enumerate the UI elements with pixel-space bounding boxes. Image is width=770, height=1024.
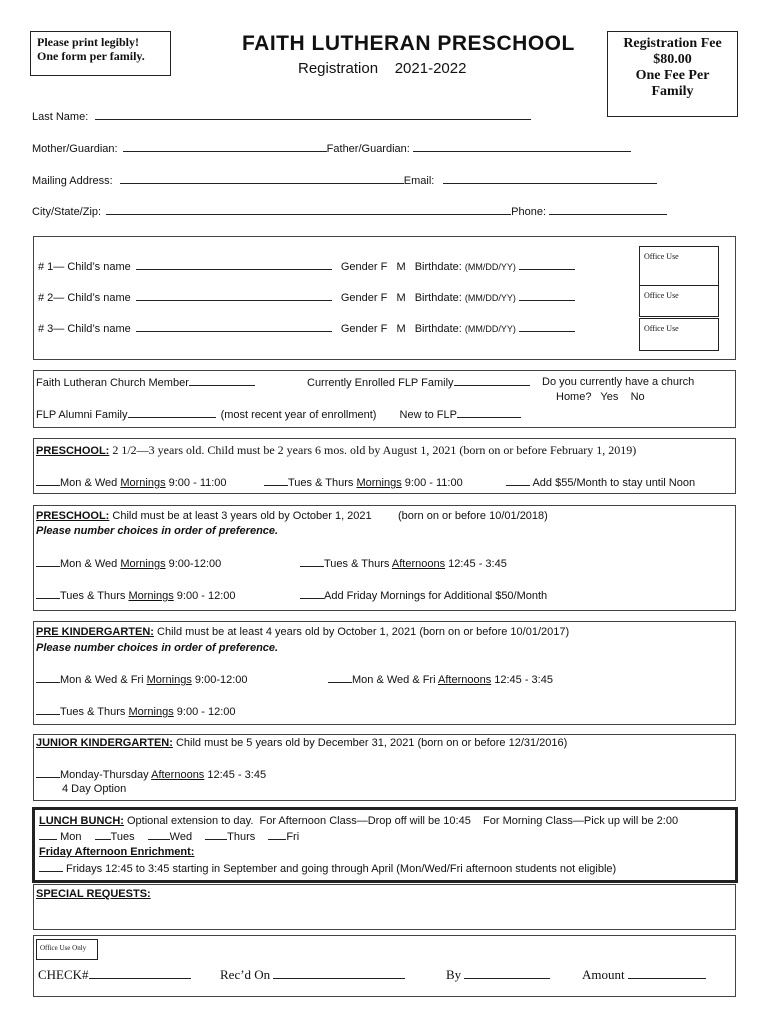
- preschool-3-note: Please number choices in order of preference.: [36, 525, 279, 537]
- option-text: Add Friday Mornings for Additional $50/Month: [324, 590, 548, 602]
- option-text: Mon & Wed & Fri: [60, 674, 147, 686]
- recd-field[interactable]: [273, 969, 405, 979]
- option-text: Mon & Wed: [60, 558, 121, 570]
- option-blank[interactable]: [506, 476, 530, 486]
- new-to-field[interactable]: [457, 408, 521, 418]
- phone-label: Phone:: [511, 206, 547, 218]
- prek-option-2[interactable]: [328, 673, 553, 686]
- preschool-3-born: (born on or before 10/01/2018): [398, 510, 548, 522]
- office-use-only-label: Office Use Only: [36, 939, 98, 960]
- child-3-row: [38, 322, 575, 335]
- option-time-of-day: Afternoons: [151, 769, 205, 781]
- amount-row: [582, 967, 706, 983]
- enrichment-heading: Friday Afternoon Enrichment:: [39, 846, 195, 858]
- option-text: Mon & Wed & Fri: [352, 674, 438, 686]
- option-blank[interactable]: [36, 476, 60, 486]
- amount-label: Amount: [582, 967, 625, 982]
- guardian-row: [32, 142, 631, 155]
- option-time-of-day: Afternoons: [391, 558, 446, 570]
- preschool-3-option-3[interactable]: [36, 589, 236, 602]
- prek-note: Please number choices in order of preference.: [36, 642, 279, 654]
- church-member-field[interactable]: [189, 376, 255, 386]
- option-time: 12:45 - 3:45: [445, 558, 507, 570]
- child-1-gender[interactable]: Gender F M: [340, 261, 406, 273]
- option-blank[interactable]: [300, 589, 324, 599]
- enrichment-desc: Fridays 12:45 to 3:45 starting in September and going through April (Mon/Wed/Fri afternoon students not eligible): [63, 863, 617, 875]
- office-use-box-1: Office Use: [639, 246, 719, 286]
- enrichment-blank[interactable]: [39, 862, 63, 872]
- option-text: Mon & Wed: [60, 477, 121, 489]
- option-text: Tues & Thurs: [324, 558, 392, 570]
- junior-k-desc: Child must be 5 years old by December 31, 2021 (born on or before 12/31/2016): [172, 737, 568, 749]
- preschool-2-5-option-1[interactable]: [36, 476, 227, 489]
- lunch-header: [39, 815, 678, 827]
- child-3-label: # 3— Child’s name: [38, 323, 131, 335]
- option-time-of-day: Afternoons: [438, 674, 492, 686]
- mailing-row: [32, 174, 657, 187]
- last-name-row: [32, 110, 531, 123]
- preschool-2-5-desc: 2 1/2—3 years old. Child must be 2 years 6 mos. old by August 1, 2021 (born on or before February 1, 2019): [109, 443, 637, 457]
- child-2-birthdate-field[interactable]: [519, 291, 575, 301]
- option-time: 9:00 - 12:00: [173, 590, 236, 602]
- child-2-birthdate-label: Birthdate:: [414, 292, 462, 304]
- preschool-3-option-1[interactable]: [36, 557, 221, 570]
- option-time-of-day: Mornings: [128, 590, 174, 602]
- preschool-3-header: [36, 510, 372, 522]
- last-name-label: Last Name:: [32, 111, 89, 123]
- fee-line1: Registration Fee: [623, 36, 722, 51]
- alumni-row: [36, 408, 521, 421]
- currently-enrolled-row: [307, 376, 530, 389]
- fee-line3: One Fee Per: [635, 68, 710, 83]
- recd-row: [220, 967, 405, 983]
- option-time-of-day: Mornings: [356, 477, 402, 489]
- junior-k-option-sub: 4 Day Option: [62, 783, 127, 795]
- fee-box: [607, 31, 738, 117]
- check-label: CHECK#: [38, 967, 89, 982]
- lunch-tues-label: Tues: [110, 831, 135, 843]
- lunch-mon-label: Mon: [60, 831, 82, 843]
- print-note-box: [30, 31, 171, 76]
- option-time: 9:00 - 12:00: [173, 706, 236, 718]
- option-time: 9:00 - 11:00: [165, 477, 227, 489]
- option-time-of-day: Mornings: [120, 558, 166, 570]
- option-text: Tues & Thurs: [288, 477, 357, 489]
- child-2-label: # 2— Child’s name: [38, 292, 131, 304]
- church-member-label: Faith Lutheran Church Member: [36, 377, 189, 389]
- option-time: 12:45 - 3:45: [491, 674, 553, 686]
- office-use-box-3: Office Use: [639, 318, 719, 351]
- email-label: Email:: [403, 175, 435, 187]
- option-time: 12:45 - 3:45: [204, 769, 267, 781]
- check-field[interactable]: [89, 969, 191, 979]
- option-blank[interactable]: [328, 673, 352, 683]
- lunch-mon-blank[interactable]: [39, 830, 57, 840]
- page-subtitle: Registration 2021-2022: [298, 60, 467, 77]
- option-blank[interactable]: [264, 476, 288, 486]
- lunch-wed-blank[interactable]: [148, 830, 170, 840]
- child-3-name-field[interactable]: [136, 322, 332, 332]
- mailing-label: Mailing Address:: [32, 175, 113, 187]
- junior-k-header: [36, 737, 567, 749]
- preschool-3-desc: Child must be at least 3 years old by October 1, 2021: [109, 510, 372, 522]
- option-time-of-day: Mornings: [120, 477, 166, 489]
- office-use-box-2: Office Use: [639, 285, 719, 317]
- option-text: Add $55/Month to stay until Noon: [530, 477, 696, 489]
- fee-amount: $80.00: [653, 52, 692, 67]
- option-time-of-day: Mornings: [146, 674, 192, 686]
- child-2-gender[interactable]: Gender F M: [340, 292, 406, 304]
- phone-field[interactable]: [549, 205, 667, 215]
- child-3-birthdate-label: Birthdate:: [414, 323, 462, 335]
- option-time: 9:00-12:00: [165, 558, 222, 570]
- child-1-birthdate-label: Birthdate:: [414, 261, 462, 273]
- child-3-birthdate-field[interactable]: [519, 322, 575, 332]
- child-2-row: [38, 291, 575, 304]
- option-blank[interactable]: [300, 557, 324, 567]
- prek-header: [36, 626, 569, 638]
- child-1-birthdate-field[interactable]: [519, 260, 575, 270]
- junior-k-option-1[interactable]: [36, 768, 266, 781]
- prek-heading: PRE KINDERGARTEN:: [36, 626, 154, 638]
- child-1-row: [38, 260, 575, 273]
- city-field[interactable]: [106, 205, 511, 215]
- email-field[interactable]: [443, 174, 657, 184]
- mother-field[interactable]: [123, 142, 327, 152]
- page-title: FAITH LUTHERAN PRESCHOOL: [242, 32, 575, 55]
- by-row: [446, 967, 550, 983]
- recd-label: Rec’d On: [220, 967, 271, 982]
- preschool-2-5-option-2[interactable]: [264, 476, 463, 489]
- lunch-fri-blank[interactable]: [268, 830, 286, 840]
- child-2-date-format: (MM/DD/YY): [464, 293, 516, 303]
- city-label: City/State/Zip:: [32, 206, 102, 218]
- preschool-3-option-4[interactable]: [300, 589, 547, 602]
- child-2-name-field[interactable]: [136, 291, 332, 301]
- father-label: Father/Guardian:: [326, 143, 410, 155]
- special-requests-heading: SPECIAL REQUESTS:: [36, 888, 151, 900]
- option-time: 9:00 - 11:00: [401, 477, 463, 489]
- option-blank[interactable]: [36, 589, 60, 599]
- child-3-gender[interactable]: Gender F M: [340, 323, 406, 335]
- child-1-label: # 1— Child’s name: [38, 261, 131, 273]
- mother-label: Mother/Guardian:: [32, 143, 118, 155]
- amount-field[interactable]: [628, 969, 706, 979]
- print-note-line1: Please print legibly!: [37, 35, 139, 49]
- mailing-field[interactable]: [120, 174, 404, 184]
- junior-k-heading: JUNIOR KINDERGARTEN:: [36, 737, 173, 749]
- new-to-label: New to FLP: [399, 409, 457, 421]
- father-field[interactable]: [413, 142, 631, 152]
- option-blank[interactable]: [36, 705, 60, 715]
- last-name-field[interactable]: [95, 110, 531, 120]
- check-row: [38, 967, 191, 983]
- preschool-2-5-option-3[interactable]: [506, 476, 695, 489]
- office-use-section: [33, 935, 736, 997]
- fee-line4: Family: [651, 84, 694, 99]
- lunch-days-row: [39, 830, 299, 843]
- preschool-2-5-heading: PRESCHOOL:: [36, 445, 110, 457]
- lunch-thurs-label: Thurs: [227, 831, 256, 843]
- preschool-3-option-2[interactable]: [300, 557, 507, 570]
- option-text: Monday-Thursday: [60, 769, 152, 781]
- lunch-fri-label: Fri: [286, 831, 300, 843]
- preschool-2-5-header: [36, 443, 636, 458]
- option-blank[interactable]: [36, 768, 60, 778]
- alumni-label: FLP Alumni Family: [36, 409, 128, 421]
- print-note-line2: One form per family.: [37, 49, 145, 63]
- prek-desc: Child must be at least 4 years old by October 1, 2021 (born on or before 10/01/2017): [153, 626, 570, 638]
- prek-option-3[interactable]: [36, 705, 236, 718]
- option-text: Tues & Thurs: [60, 590, 129, 602]
- most-recent-label: (most recent year of enrollment): [220, 409, 377, 421]
- church-home-question-2[interactable]: Home? Yes No: [556, 391, 645, 403]
- lunch-wed-label: Wed: [169, 831, 193, 843]
- lunch-thurs-blank[interactable]: [205, 830, 227, 840]
- city-row: [32, 205, 667, 218]
- enrichment-row: [39, 862, 616, 875]
- currently-enrolled-field[interactable]: [454, 376, 530, 386]
- option-blank[interactable]: [36, 557, 60, 567]
- child-1-name-field[interactable]: [136, 260, 332, 270]
- church-member-row: [36, 376, 255, 389]
- currently-enrolled-label: Currently Enrolled FLP Family: [307, 377, 454, 389]
- lunch-desc: Optional extension to day. For Afternoon Class—Drop off will be 10:45 For Morning Class—Pick up will be 2:00: [123, 815, 679, 827]
- child-1-date-format: (MM/DD/YY): [464, 262, 516, 272]
- lunch-heading: LUNCH BUNCH:: [39, 815, 124, 827]
- option-text: Tues & Thurs: [60, 706, 129, 718]
- by-field[interactable]: [464, 969, 550, 979]
- alumni-field[interactable]: [128, 408, 216, 418]
- option-time: 9:00-12:00: [191, 674, 248, 686]
- lunch-tues-blank[interactable]: [95, 830, 111, 840]
- option-blank[interactable]: [36, 673, 60, 683]
- by-label: By: [446, 967, 462, 982]
- prek-option-1[interactable]: [36, 673, 248, 686]
- preschool-3-heading: PRESCHOOL:: [36, 510, 110, 522]
- child-3-date-format: (MM/DD/YY): [464, 324, 516, 334]
- church-home-question-1: Do you currently have a church: [542, 376, 695, 388]
- option-time-of-day: Mornings: [128, 706, 174, 718]
